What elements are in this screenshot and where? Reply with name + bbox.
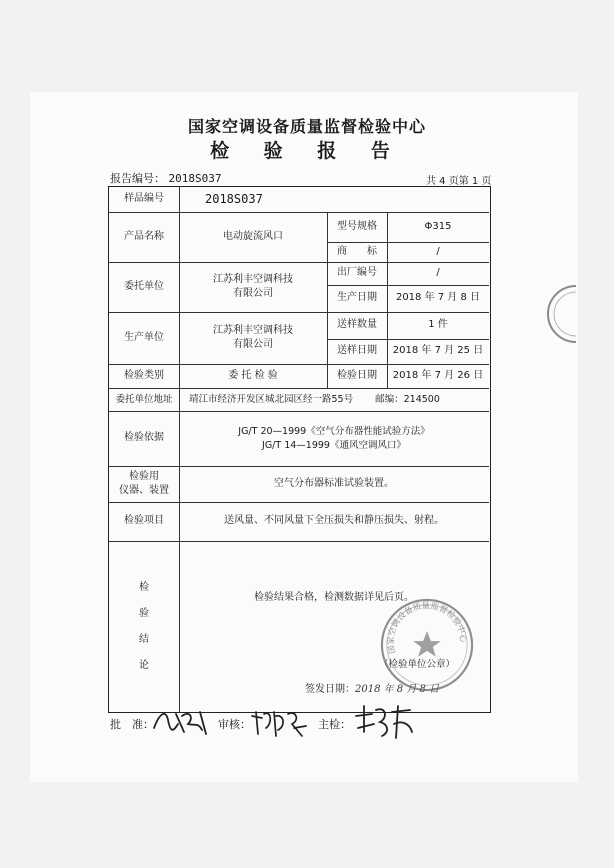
equipment-label-line: 检验用 (129, 470, 159, 482)
model-label: 型号规格 (337, 220, 377, 232)
client-address-label: 委托单位地址 (115, 393, 173, 405)
items-value: 送风量、不同风量下全压损失和静压损失、射程。 (224, 515, 444, 527)
conclusion-label-char: 验 (139, 608, 149, 619)
report-number (110, 170, 221, 186)
sample-no-value: 2018S037 (205, 191, 263, 206)
conclusion-label-char: 结 (139, 634, 149, 645)
manufacturer-line: 江苏利丰空调科技 (213, 324, 293, 336)
serial-value: / (436, 267, 440, 279)
issue-date-handwritten: 2018 年 8 月 8 日 (355, 683, 440, 695)
organization-title: 国家空调设备质量监督检验中心 (187, 117, 426, 136)
review-label: 审核： (218, 718, 251, 731)
delivery-date-value: 2018 年 7 月 25 日 (392, 345, 484, 357)
production-date-value: 2018 年 7 月 8 日 (395, 292, 481, 304)
trademark-label: 商 标 (337, 245, 377, 257)
client-address-row (189, 388, 489, 411)
review-signature (248, 706, 310, 740)
client-line: 有限公司 (233, 288, 273, 299)
manufacturer-line: 有限公司 (233, 339, 273, 350)
inspection-type-value: 委 托 检 验 (228, 369, 278, 381)
model-value: Φ315 (424, 220, 452, 232)
seal-note: （检验单位公章） (379, 659, 456, 671)
report-number-label: 报告编号： (110, 172, 165, 185)
serial-label: 出厂编号 (337, 267, 377, 279)
basis-standard: JG/T 14—1999《通风空调风口》 (262, 439, 406, 451)
main-inspector-signature (352, 702, 418, 742)
equipment-value: 空气分布器标准试验装置。 (274, 477, 394, 489)
manufacturer-value (179, 312, 327, 364)
product-name-label: 产品名称 (124, 230, 164, 242)
conclusion-label (109, 541, 179, 713)
official-seal (378, 596, 476, 694)
quantity-label: 送样数量 (337, 319, 377, 331)
report-title: 检 验 报 告 (210, 140, 404, 162)
edge-seal-fragment (536, 284, 576, 344)
inspection-date-value: 2018 年 7 月 26 日 (392, 369, 484, 381)
client-address-value: 靖江市经济开发区城北园区经一路55号 (189, 393, 354, 405)
inspection-date-label: 检验日期 (337, 369, 377, 381)
postcode-value: 214500 (403, 393, 440, 405)
main-inspector-label: 主检： (318, 718, 351, 731)
approve-label: 批 准： (110, 718, 154, 731)
client-label: 委托单位 (124, 280, 164, 292)
basis-label: 检验依据 (124, 432, 164, 444)
client-line: 江苏利丰空调科技 (213, 273, 293, 285)
inspection-type-label: 检验类别 (124, 369, 164, 381)
delivery-date-label: 送样日期 (337, 345, 377, 357)
issue-date-label: 签发日期： (305, 683, 355, 695)
manufacturer-label: 生产单位 (124, 331, 164, 343)
seal-text: 国家空调设备质量监督检验中心 (385, 600, 469, 655)
basis-standard: JG/T 20—1999《空气分布器性能试验方法》 (238, 425, 430, 437)
production-date-label: 生产日期 (337, 292, 377, 304)
client-value (179, 262, 327, 312)
items-label: 检验项目 (124, 515, 164, 527)
quantity-value: 1 件 (428, 319, 448, 331)
approve-signature (150, 704, 214, 738)
basis-value (179, 411, 489, 466)
product-name-value: 电动旋流风口 (223, 230, 283, 242)
sample-no-label: 样品编号 (124, 193, 164, 205)
postcode-label: 邮编： (375, 393, 404, 405)
page-count: 共 4 页第 1 页 (426, 176, 492, 187)
conclusion-text: 检验结果合格，检测数据详见后页。 (254, 591, 414, 603)
trademark-value: / (436, 245, 440, 257)
conclusion-label-char: 论 (139, 660, 149, 671)
equipment-label (109, 466, 179, 502)
equipment-label-line: 仪器、装置 (119, 485, 169, 496)
conclusion-label-char: 检 (139, 582, 149, 593)
report-number-value: 2018S037 (168, 172, 222, 185)
